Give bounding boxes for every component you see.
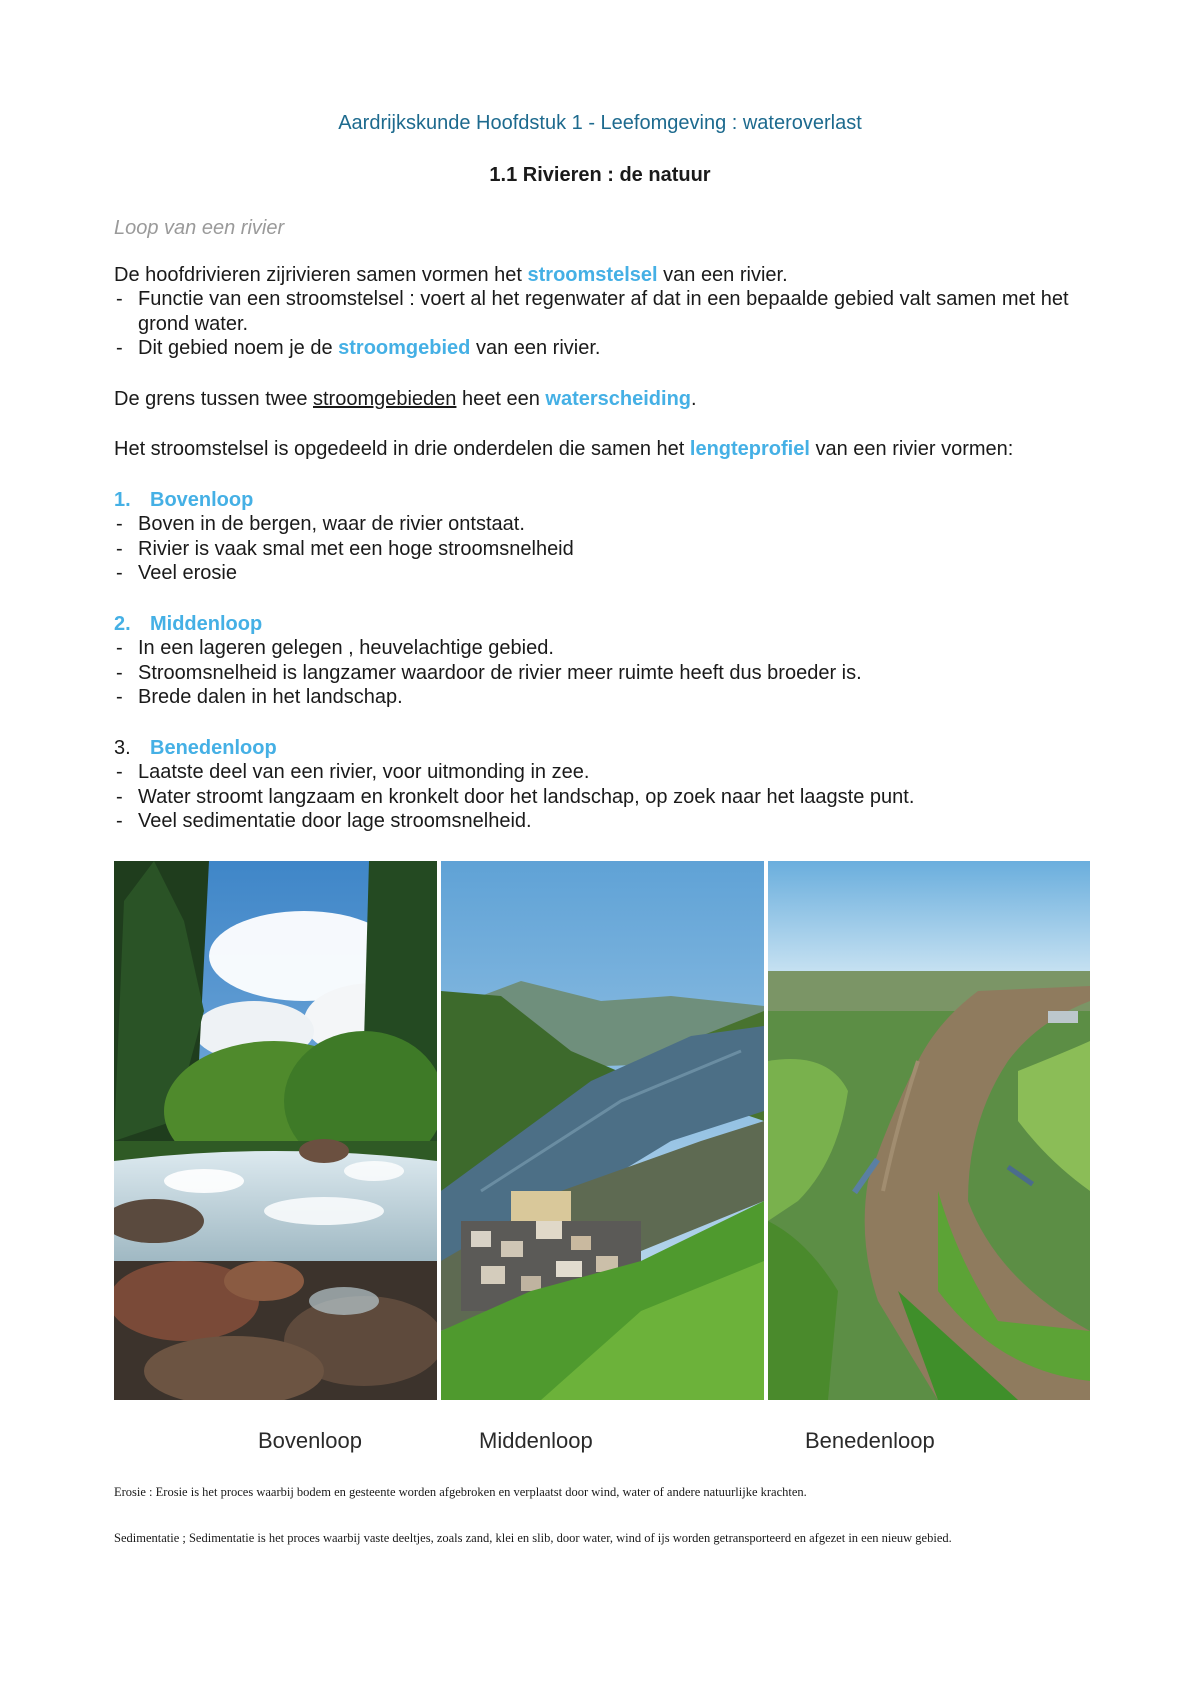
subheading: Loop van een rivier xyxy=(114,217,285,239)
step-heading-benedenloop: 3. Benedenloop xyxy=(114,736,277,759)
list-item: - Brede dalen in het landschap. xyxy=(114,685,1074,710)
list-item: - Rivier is vaak smal met een hoge stroomsnelheid xyxy=(114,537,1074,562)
list-item: - Functie van een stroomstelsel : voert al het regenwater af dat in een bepaalde gebied valt samen met het grond water. xyxy=(114,287,1074,336)
list-item: - Dit gebied noem je de stroomgebied van een rivier. xyxy=(114,336,1074,361)
photo-bovenloop xyxy=(114,861,437,1400)
bullet-list-benedenloop xyxy=(114,760,1074,834)
list-item: - Veel erosie xyxy=(114,561,1074,586)
section-title: 1.1 Rivieren : de natuur xyxy=(489,164,711,186)
bullet-list-middenloop xyxy=(114,636,1074,710)
photo-benedenloop xyxy=(768,861,1090,1400)
bullet-list-intro xyxy=(114,287,1074,361)
footnote-erosie: Erosie : Erosie is het proces waarbij bodem en gesteente worden afgebroken en verplaatst door wind, water of andere natuurlijke krachten. xyxy=(114,1485,807,1499)
paragraph-lengteprofiel: Het stroomstelsel is opgedeeld in drie onderdelen die samen het lengteprofiel van een rivier vormen: xyxy=(114,438,1014,460)
bullet-list-bovenloop xyxy=(114,512,1074,586)
photo-middenloop xyxy=(441,861,764,1400)
caption-middenloop: Middenloop xyxy=(479,1428,593,1453)
underlined-stroomgebieden: stroomgebieden xyxy=(313,387,457,410)
keyword-stroomgebied: stroomgebied xyxy=(338,337,471,359)
step-heading-bovenloop: 1. Bovenloop xyxy=(114,488,254,511)
main-content xyxy=(114,216,1074,834)
document-title: Aardrijkskunde Hoofdstuk 1 - Leefomgeving : wateroverlast xyxy=(338,112,862,134)
keyword-stroomstelsel: stroomstelsel xyxy=(527,263,658,286)
keyword-lengteprofiel: lengteprofiel xyxy=(689,438,810,460)
footnote-sedimentatie: Sedimentatie ; Sedimentatie is het proces waarbij vaste deeltjes, zoals zand, klei en slib, door water, wind of ijs worden getransporteerd en afgezet in een nieuw gebied. xyxy=(114,1531,952,1545)
river-photos xyxy=(114,861,1090,1400)
paragraph-stroomstelsel: De hoofdrivieren zijrivieren samen vormen het stroomstelsel van een rivier. xyxy=(114,263,788,286)
list-item: - Veel sedimentatie door lage stroomsnelheid. xyxy=(114,809,1074,834)
paragraph-waterscheiding: De grens tussen twee stroomgebieden heet een waterscheiding. xyxy=(114,387,697,410)
list-item: - Water stroomt langzaam en kronkelt door het landschap, op zoek naar het laagste punt. xyxy=(114,785,1074,810)
list-item: - Laatste deel van een rivier, voor uitmonding in zee. xyxy=(114,760,1074,785)
keyword-waterscheiding: waterscheiding xyxy=(545,387,692,410)
list-item: - In een lageren gelegen , heuvelachtige gebied. xyxy=(114,636,1074,661)
list-item: - Stroomsnelheid is langzamer waardoor de rivier meer ruimte heeft dus broeder is. xyxy=(114,661,1074,686)
step-heading-middenloop: 2. Middenloop xyxy=(114,612,263,635)
caption-benedenloop: Benedenloop xyxy=(805,1428,935,1453)
caption-bovenloop: Bovenloop xyxy=(258,1428,362,1453)
list-item: - Boven in de bergen, waar de rivier ontstaat. xyxy=(114,512,1074,537)
